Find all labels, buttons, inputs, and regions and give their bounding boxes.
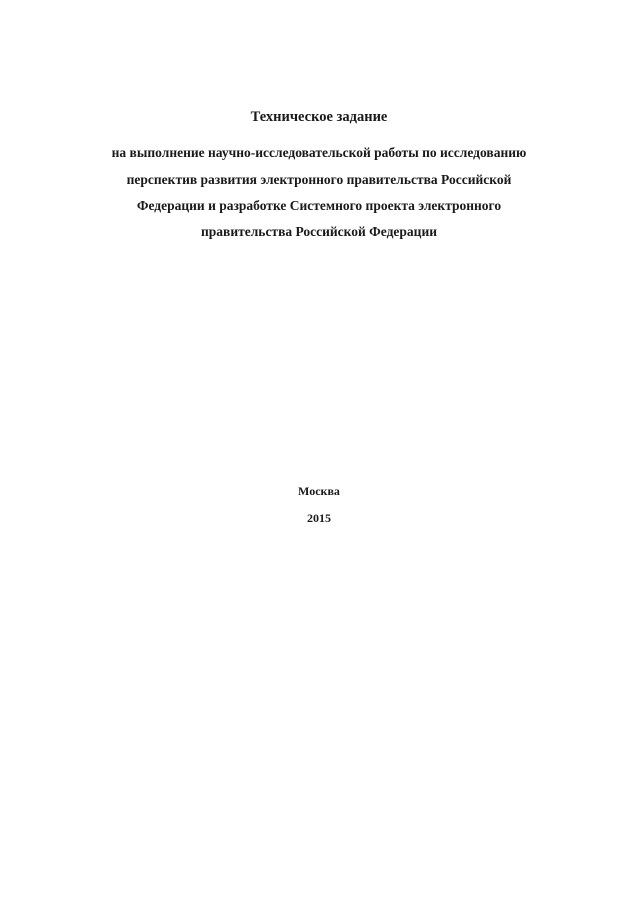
subtitle-line-4: правительства Российской Федерации	[201, 224, 437, 239]
city-label: Москва	[298, 484, 340, 498]
subtitle-line-2: перспектив развития электронного правительства Российской	[126, 172, 512, 187]
year-label: 2015	[307, 511, 331, 525]
subtitle-line-1: на выполнение научно-исследовательской работы по исследованию	[111, 145, 527, 160]
subtitle-line-3: Федерации и разработке Системного проекта электронного	[136, 198, 502, 213]
document-title: Техническое задание	[250, 109, 388, 125]
